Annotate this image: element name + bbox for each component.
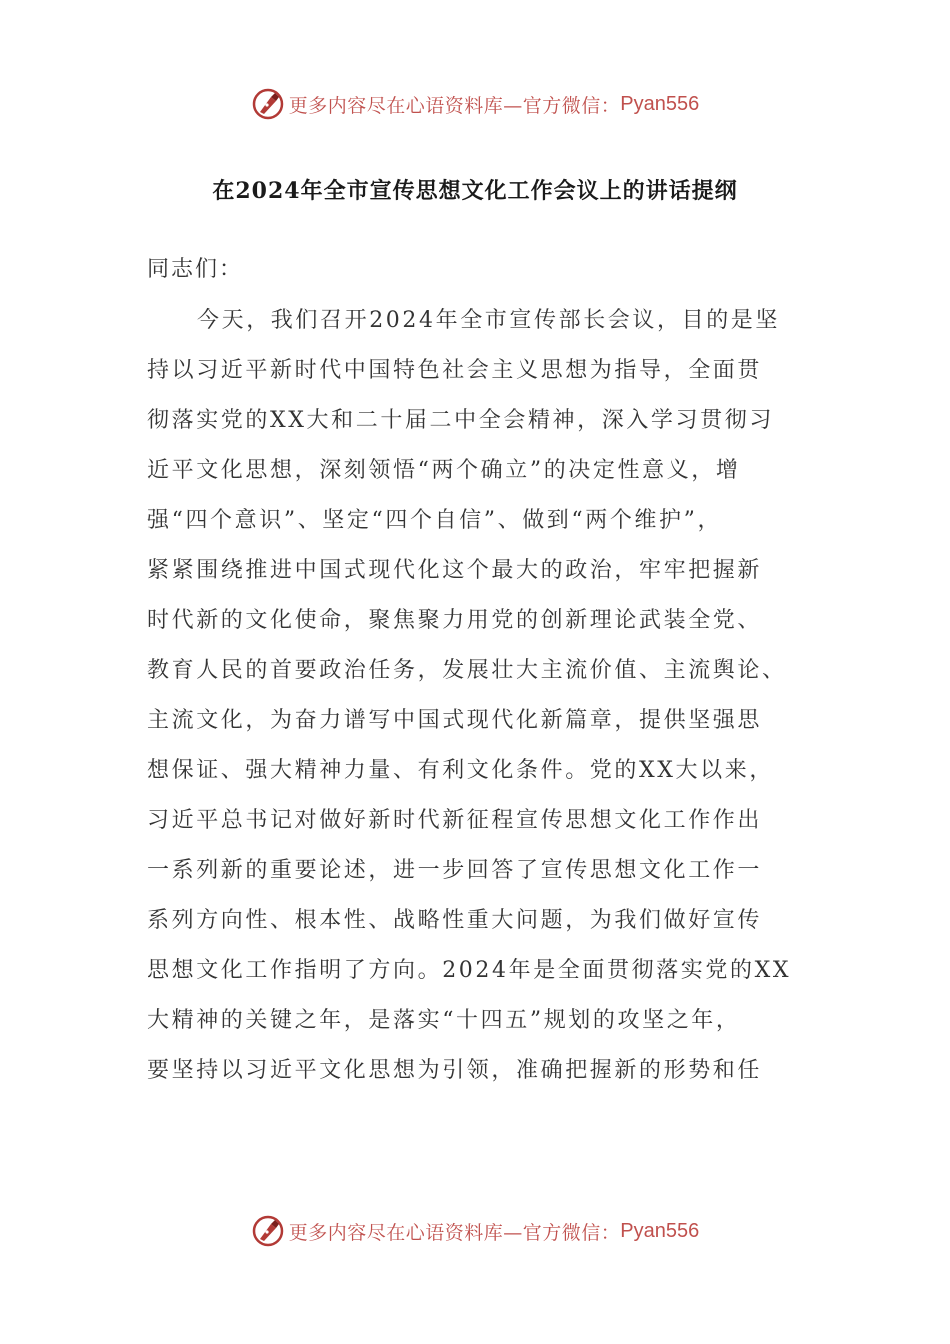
body-paragraph (147, 296, 797, 1096)
banner-wechat-account: Pyan556 (620, 92, 700, 115)
salutation: 同志们： (147, 257, 244, 282)
paragraph-line: 彻落实党的XX大和二十届二中全会精神，深入学习贯彻习 (147, 408, 774, 433)
paragraph-line: 今天，我们召开2024年全市宣传部长会议，目的是坚 (197, 308, 780, 333)
footer-banner (0, 1211, 950, 1251)
paragraph-line: 思想文化工作指明了方向。2024年是全面贯彻落实党的XX (147, 958, 792, 983)
paragraph-line: 系列方向性、根本性、战略性重大问题，为我们做好宣传 (147, 908, 763, 933)
paragraph-line: 教育人民的首要政治任务，发展壮大主流价值、主流舆论、 (147, 658, 787, 683)
paragraph-line: 持以习近平新时代中国特色社会主义思想为指导，全面贯 (147, 358, 763, 383)
paragraph-line: 近平文化思想，深刻领悟“两个确立”的决定性意义，增 (147, 458, 741, 483)
banner-text: 更多内容尽在心语资料库—官方微信： (288, 1221, 621, 1244)
paragraph-line: 想保证、强大精神力量、有利文化条件。党的XX大以来， (147, 758, 774, 783)
document-title: 在2024年全市宣传思想文化工作会议上的讲话提纲 (212, 178, 738, 204)
paragraph-line: 要坚持以习近平文化思想为引领，准确把握新的形势和任 (147, 1058, 763, 1083)
paragraph-line: 一系列新的重要论述，进一步回答了宣传思想文化工作一 (147, 858, 763, 883)
paragraph-line: 紧紧围绕推进中国式现代化这个最大的政治，牢牢把握新 (147, 558, 763, 583)
header-banner (0, 84, 950, 124)
paragraph-line: 主流文化，为奋力谱写中国式现代化新篇章，提供坚强思 (147, 708, 763, 733)
banner-text: 更多内容尽在心语资料库—官方微信： (288, 94, 621, 117)
pen-nib-logo-icon (251, 1214, 285, 1248)
paragraph-line: 习近平总书记对做好新时代新征程宣传思想文化工作作出 (147, 808, 763, 833)
banner-wechat-account: Pyan556 (620, 1219, 700, 1242)
pen-nib-logo-icon (251, 87, 285, 121)
paragraph-line: 强“四个意识”、坚定“四个自信”、做到“两个维护”， (147, 508, 723, 533)
paragraph-line: 时代新的文化使命，聚焦聚力用党的创新理论武装全党、 (147, 608, 763, 633)
paragraph-line: 大精神的关键之年，是落实“十四五”规划的攻坚之年， (147, 1008, 741, 1033)
